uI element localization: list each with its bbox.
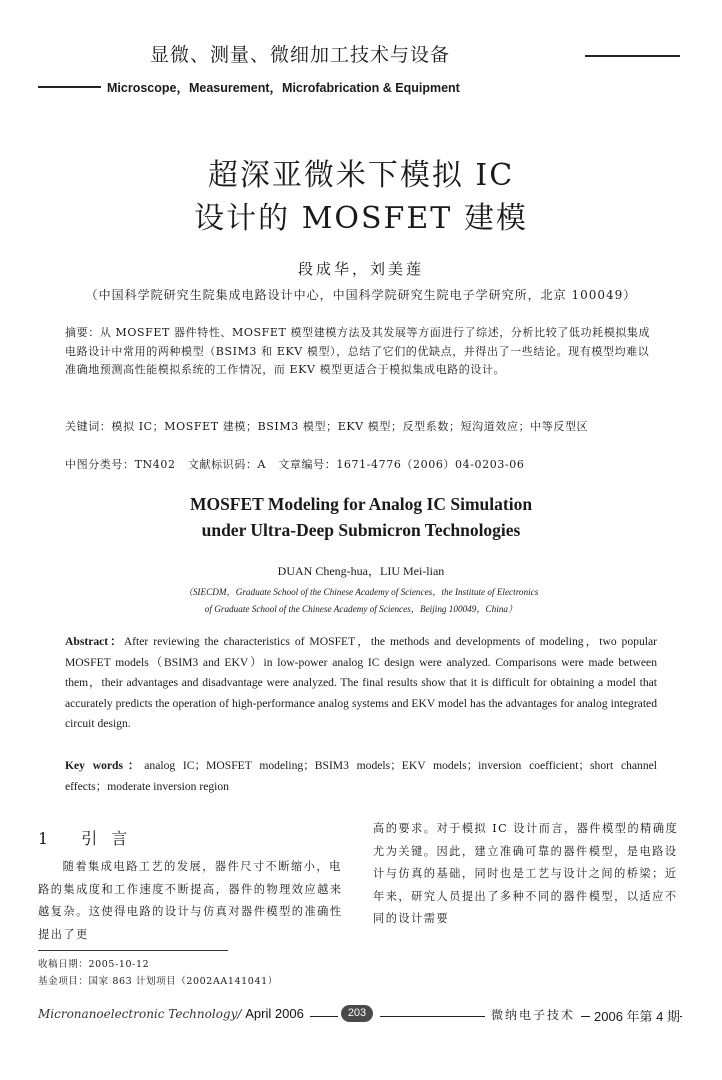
abstract-en-text: After reviewing the characteristics of MOSFET，the methods and developments of modeling，two popular MOSFET models（BSIM3 and EKV）in low-power analog IC design were analyzed. Comparisons were made between them，their advantages and disadvantage were analyzed. The final results show that it is difficult for obtaining a model that accurately predicts the operation of high-performance analog systems and EKV model has the advantages for analog integrated circuit design. xyxy=(65,635,657,731)
classification-line xyxy=(65,456,657,475)
page-number-badge: 203 xyxy=(341,1005,373,1022)
body-text-right-column: 高的要求。对于模拟 IC 设计而言，器件模型的精确度尤为关键。因此，建立准确可靠的器件模型，是电路设计与仿真的基础，同时也是工艺与设计之间的桥梁；近年来，研究人员提出了多种不同的器件模型，以适应不同的设计需要 xyxy=(373,822,679,925)
article-number-label: 文章编号： xyxy=(278,458,337,471)
article-number: 1671-4776（2006）04-0203-06 xyxy=(336,458,525,471)
footnote-rule xyxy=(38,950,228,951)
abstract-en-label: Abstract： xyxy=(65,635,124,648)
paper-title-cn-line1: 超深亚微米下模拟 IC xyxy=(207,158,515,193)
abstract-cn-label: 摘要： xyxy=(65,326,100,339)
header-rule-right xyxy=(585,55,680,57)
journal-section-title-en: Microscope，Measurement，Microfabrication & Equipment xyxy=(107,81,460,95)
abstract-cn-text: 从 MOSFET 器件特性、MOSFET 模型建模方法及其发展等方面进行了综述，分析比较了低功耗模拟集成电路设计中常用的两种模型（BSIM3 和 EKV 模型），总结了它们的优缺点，并得出了一些结论。现有模型均难以准确地预测高性能模拟系统的工作情况，而 EKV 模型更适合于模拟集成电路的设计。 xyxy=(65,326,651,377)
paper-title-en-line1: MOSFET Modeling for Analog IC Simulation xyxy=(189,494,533,514)
keywords-en-text: analog IC；MOSFET modeling；BSIM3 models；EKV models；inversion coefficient；short channel effects；moderate inversion region xyxy=(65,759,657,793)
affiliation-cn: （中国科学院研究生院集成电路设计中心，中国科学院研究生院电子学研究所，北京 100049） xyxy=(85,288,637,302)
footer-date: April 2006 xyxy=(245,1006,304,1021)
affiliation-en-line2: of Graduate School of the Chinese Academy of Sciences，Beijing 100049，China） xyxy=(204,604,518,614)
authors-cn: 段成华，刘美莲 xyxy=(297,260,424,278)
keywords-en-label: Key words： xyxy=(65,759,145,772)
keywords-en xyxy=(65,756,657,797)
clc-label: 中图分类号： xyxy=(65,458,135,471)
footer-journal-en xyxy=(38,1006,310,1021)
authors-en: DUAN Cheng-hua，LIU Mei-lian xyxy=(277,564,445,578)
keywords-cn-label: 关键词： xyxy=(65,420,112,433)
footer-journal-en-name: Micronanoelectronic Technology/ xyxy=(38,1007,242,1021)
keywords-cn xyxy=(65,418,657,437)
footer-issue: 2006 年第 4 期 xyxy=(590,1006,680,1025)
affiliation-en-line1: （SIECDM，Graduate School of the Chinese Academy of Sciences，the Institute of Electronics xyxy=(183,587,539,597)
keywords-cn-text: 模拟 IC；MOSFET 建模；BSIM3 模型；EKV 模型；反型系数；短沟道效应；中等反型区 xyxy=(111,420,589,433)
footnote-fund: 基金项目：国家 863 计划项目（2002AA141041） xyxy=(38,976,278,987)
paper-title-cn-line2: 设计的 MOSFET 建模 xyxy=(194,201,528,236)
header-rule-left xyxy=(38,86,101,88)
doc-code: A xyxy=(257,458,267,471)
section-heading-introduction: 1 引言 xyxy=(38,829,142,848)
abstract-en xyxy=(65,632,657,735)
footer-journal-cn: 微纳电子技术 xyxy=(485,1006,581,1023)
footnote-received-date: 收稿日期：2005-10-12 xyxy=(38,959,150,970)
abstract-cn xyxy=(65,324,657,380)
body-text-left-column: 随着集成电路工艺的发展，器件尺寸不断缩小，电路的集成度和工作速度不断提高，器件的物理效应越来越复杂。这使得电路的设计与仿真对器件模型的准确性提出了更 xyxy=(38,860,343,941)
paper-title-en-line2: under Ultra-Deep Submicron Technologies xyxy=(201,520,521,540)
clc-number: TN402 xyxy=(134,458,176,471)
journal-section-title-cn: 显微、测量、微细加工技术与设备 xyxy=(150,44,451,66)
doc-code-label: 文献标识码： xyxy=(187,458,258,471)
